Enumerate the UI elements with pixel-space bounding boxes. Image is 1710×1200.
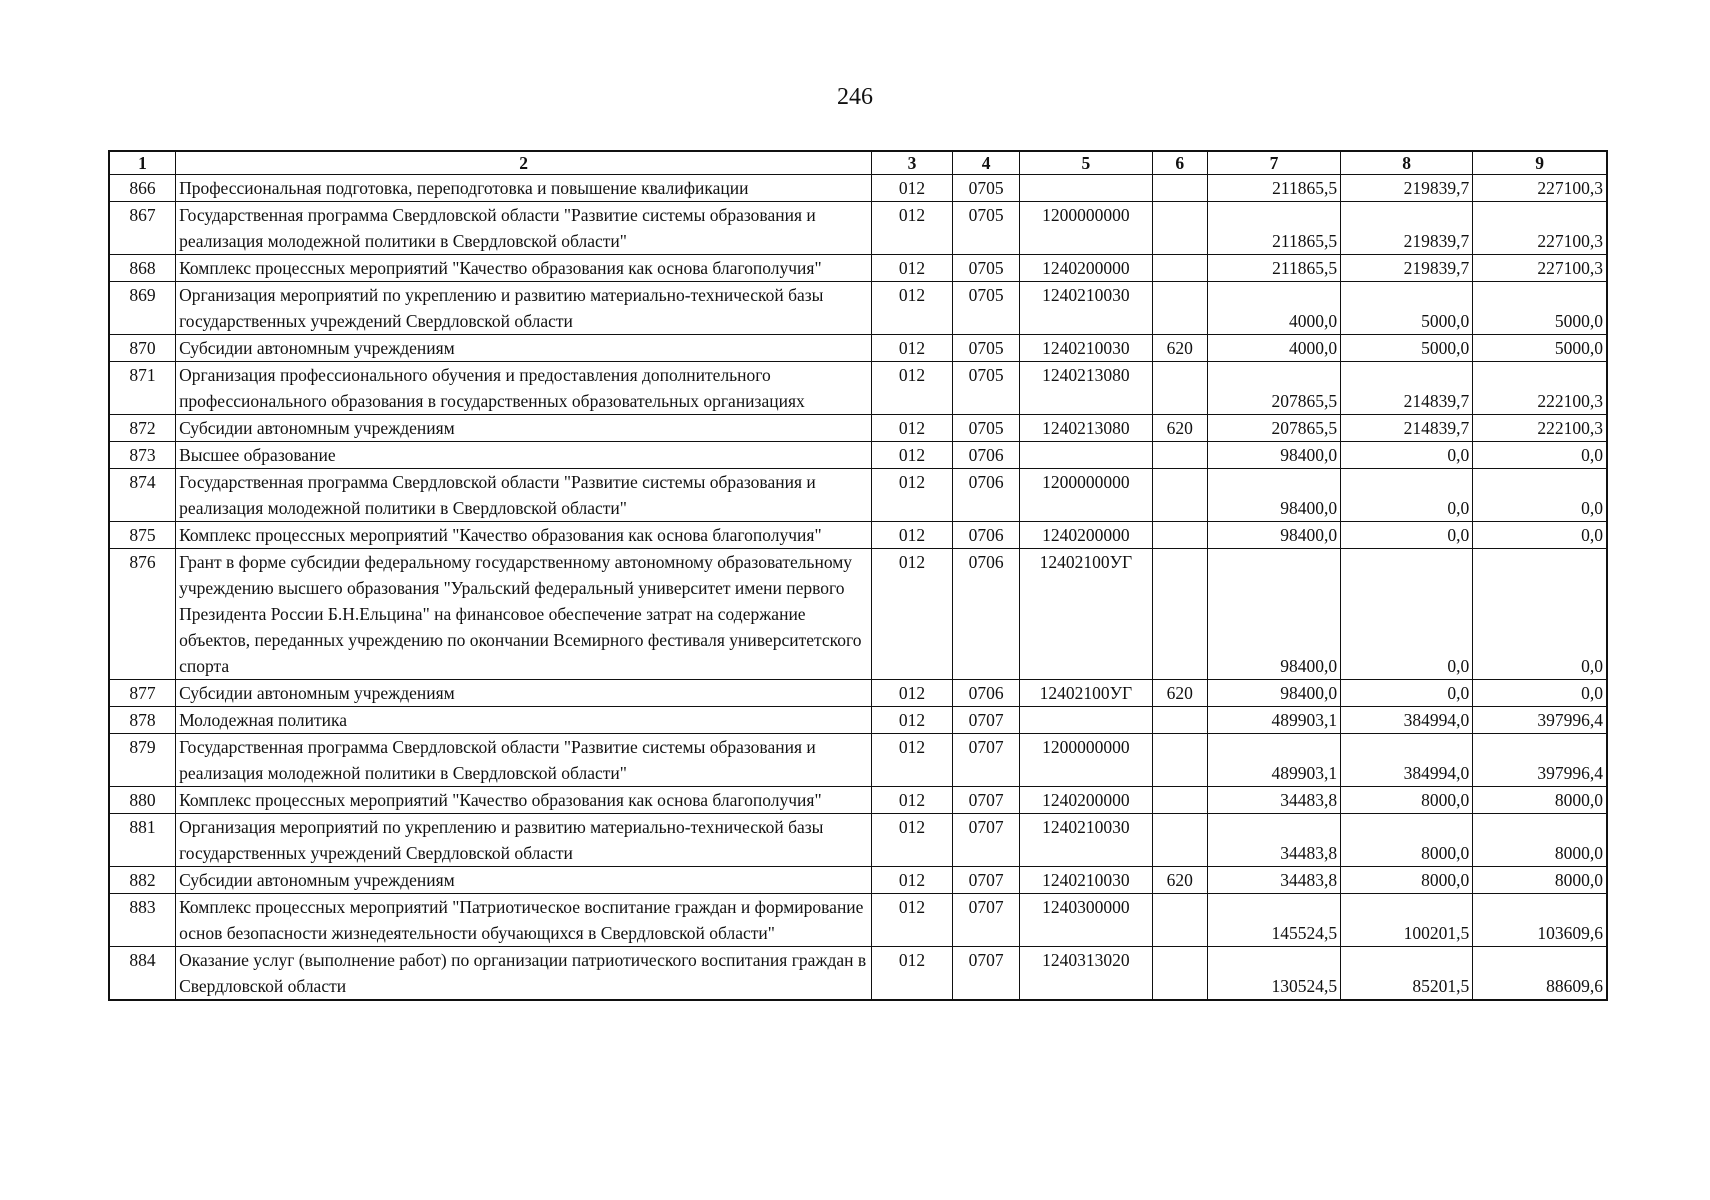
amount-col7: 207865,5: [1207, 415, 1340, 442]
row-number: 880: [109, 787, 176, 814]
column-header: 1: [109, 151, 176, 175]
target-article-code: 1240200000: [1020, 255, 1152, 282]
amount-col8: 8000,0: [1341, 867, 1473, 894]
ministry-code: 012: [872, 469, 953, 522]
table-row: [109, 175, 1607, 202]
amount-col7: 207865,5: [1207, 362, 1340, 415]
section-code: 0707: [952, 707, 1020, 734]
amount-col7: 34483,8: [1207, 787, 1340, 814]
expense-type-code: 620: [1152, 415, 1207, 442]
expense-type-code: 620: [1152, 680, 1207, 707]
amount-col8: 384994,0: [1341, 734, 1473, 787]
amount-col9: 397996,4: [1473, 734, 1607, 787]
column-header: 9: [1473, 151, 1607, 175]
target-article-code: 1240300000: [1020, 894, 1152, 947]
row-name: Оказание услуг (выполнение работ) по организации патриотического воспитания граждан в Свердловской области: [176, 947, 872, 1001]
row-name: Комплекс процессных мероприятий "Качество образования как основа благополучия": [176, 787, 872, 814]
expense-type-code: 620: [1152, 335, 1207, 362]
amount-col7: 98400,0: [1207, 549, 1340, 680]
amount-col7: 211865,5: [1207, 255, 1340, 282]
row-number: 873: [109, 442, 176, 469]
target-article-code: 1240210030: [1020, 335, 1152, 362]
amount-col9: 103609,6: [1473, 894, 1607, 947]
row-number: 882: [109, 867, 176, 894]
row-name: Государственная программа Свердловской области "Развитие системы образования и реализация молодежной политики в Свердловской области": [176, 734, 872, 787]
amount-col9: 0,0: [1473, 469, 1607, 522]
table-row: [109, 894, 1607, 947]
section-code: 0707: [952, 947, 1020, 1001]
amount-col7: 34483,8: [1207, 867, 1340, 894]
amount-col9: 0,0: [1473, 442, 1607, 469]
ministry-code: 012: [872, 707, 953, 734]
table-row: [109, 335, 1607, 362]
amount-col8: 5000,0: [1341, 335, 1473, 362]
row-name: Высшее образование: [176, 442, 872, 469]
expense-type-code: 620: [1152, 867, 1207, 894]
table-row: [109, 947, 1607, 1001]
amount-col8: 8000,0: [1341, 814, 1473, 867]
row-name: Субсидии автономным учреждениям: [176, 415, 872, 442]
amount-col9: 0,0: [1473, 680, 1607, 707]
target-article-code: 1200000000: [1020, 202, 1152, 255]
amount-col9: 227100,3: [1473, 175, 1607, 202]
target-article-code: 1200000000: [1020, 734, 1152, 787]
expense-type-code: [1152, 255, 1207, 282]
row-name: Субсидии автономным учреждениям: [176, 867, 872, 894]
amount-col7: 211865,5: [1207, 175, 1340, 202]
amount-col9: 8000,0: [1473, 814, 1607, 867]
row-name: Комплекс процессных мероприятий "Патриотическое воспитание граждан и формирование основ безопасности жизнедеятельности обучающихся в Свердловской области": [176, 894, 872, 947]
ministry-code: 012: [872, 867, 953, 894]
section-code: 0707: [952, 867, 1020, 894]
table-row: [109, 734, 1607, 787]
section-code: 0706: [952, 549, 1020, 680]
table-row: [109, 787, 1607, 814]
amount-col8: 219839,7: [1341, 255, 1473, 282]
amount-col7: 34483,8: [1207, 814, 1340, 867]
target-article-code: 12402100УГ: [1020, 549, 1152, 680]
amount-col9: 397996,4: [1473, 707, 1607, 734]
expense-type-code: [1152, 282, 1207, 335]
ministry-code: 012: [872, 549, 953, 680]
amount-col7: 211865,5: [1207, 202, 1340, 255]
expense-type-code: [1152, 787, 1207, 814]
row-number: 884: [109, 947, 176, 1001]
amount-col9: 0,0: [1473, 522, 1607, 549]
amount-col8: 219839,7: [1341, 175, 1473, 202]
table-row: [109, 255, 1607, 282]
amount-col8: 0,0: [1341, 522, 1473, 549]
expense-type-code: [1152, 442, 1207, 469]
table-row: [109, 522, 1607, 549]
amount-col9: 5000,0: [1473, 282, 1607, 335]
row-number: 883: [109, 894, 176, 947]
column-header: 8: [1341, 151, 1473, 175]
section-code: 0705: [952, 362, 1020, 415]
section-code: 0705: [952, 175, 1020, 202]
section-code: 0705: [952, 282, 1020, 335]
header-row: [109, 151, 1607, 175]
section-code: 0706: [952, 680, 1020, 707]
target-article-code: 1240313020: [1020, 947, 1152, 1001]
expense-type-code: [1152, 522, 1207, 549]
section-code: 0706: [952, 522, 1020, 549]
target-article-code: 1240200000: [1020, 522, 1152, 549]
section-code: 0707: [952, 787, 1020, 814]
row-name: Профессиональная подготовка, переподготовка и повышение квалификации: [176, 175, 872, 202]
amount-col7: 98400,0: [1207, 442, 1340, 469]
ministry-code: 012: [872, 787, 953, 814]
row-number: 870: [109, 335, 176, 362]
row-number: 875: [109, 522, 176, 549]
row-name: Организация мероприятий по укреплению и развитию материально-технической базы государственных учреждений Свердловской области: [176, 814, 872, 867]
row-name: Грант в форме субсидии федеральному государственному автономному образовательному учреждению высшего образования "Уральский федеральный университет имени первого Президента России Б.Н.Ельцина" на финансовое обеспечение затрат на содержание объектов, переданных учреждению по окончании Всемирного фестиваля университетского спорта: [176, 549, 872, 680]
amount-col8: 0,0: [1341, 442, 1473, 469]
row-number: 878: [109, 707, 176, 734]
ministry-code: 012: [872, 680, 953, 707]
amount-col7: 145524,5: [1207, 894, 1340, 947]
expense-type-code: [1152, 734, 1207, 787]
row-name: Организация мероприятий по укреплению и развитию материально-технической базы государственных учреждений Свердловской области: [176, 282, 872, 335]
amount-col8: 0,0: [1341, 469, 1473, 522]
row-number: 866: [109, 175, 176, 202]
row-name: Комплекс процессных мероприятий "Качество образования как основа благополучия": [176, 522, 872, 549]
ministry-code: 012: [872, 175, 953, 202]
amount-col9: 222100,3: [1473, 362, 1607, 415]
ministry-code: 012: [872, 734, 953, 787]
ministry-code: 012: [872, 335, 953, 362]
row-number: 871: [109, 362, 176, 415]
ministry-code: 012: [872, 522, 953, 549]
amount-col7: 98400,0: [1207, 522, 1340, 549]
section-code: 0705: [952, 335, 1020, 362]
amount-col8: 214839,7: [1341, 415, 1473, 442]
expense-type-code: [1152, 202, 1207, 255]
ministry-code: 012: [872, 202, 953, 255]
table-row: [109, 867, 1607, 894]
row-name: Субсидии автономным учреждениям: [176, 680, 872, 707]
table-row: [109, 282, 1607, 335]
row-number: 876: [109, 549, 176, 680]
column-header: 4: [952, 151, 1020, 175]
row-number: 879: [109, 734, 176, 787]
amount-col8: 219839,7: [1341, 202, 1473, 255]
column-header: 7: [1207, 151, 1340, 175]
page-number: 246: [837, 84, 873, 110]
row-name: Организация профессионального обучения и предоставления дополнительного профессионального образования в государственных образовательных организациях: [176, 362, 872, 415]
table-row: [109, 814, 1607, 867]
section-code: 0705: [952, 255, 1020, 282]
amount-col7: 98400,0: [1207, 680, 1340, 707]
row-number: 868: [109, 255, 176, 282]
ministry-code: 012: [872, 947, 953, 1001]
expense-type-code: [1152, 469, 1207, 522]
amount-col7: 98400,0: [1207, 469, 1340, 522]
section-code: 0706: [952, 442, 1020, 469]
target-article-code: [1020, 707, 1152, 734]
ministry-code: 012: [872, 894, 953, 947]
ministry-code: 012: [872, 814, 953, 867]
amount-col7: 489903,1: [1207, 734, 1340, 787]
section-code: 0706: [952, 469, 1020, 522]
table-row: [109, 362, 1607, 415]
amount-col9: 8000,0: [1473, 787, 1607, 814]
expense-type-code: [1152, 894, 1207, 947]
target-article-code: 12402100УГ: [1020, 680, 1152, 707]
column-header: 5: [1020, 151, 1152, 175]
target-article-code: 1240213080: [1020, 415, 1152, 442]
row-number: 867: [109, 202, 176, 255]
section-code: 0707: [952, 814, 1020, 867]
target-article-code: 1240210030: [1020, 814, 1152, 867]
target-article-code: 1200000000: [1020, 469, 1152, 522]
ministry-code: 012: [872, 282, 953, 335]
row-name: Субсидии автономным учреждениям: [176, 335, 872, 362]
column-header: 3: [872, 151, 953, 175]
amount-col8: 0,0: [1341, 549, 1473, 680]
table-row: [109, 469, 1607, 522]
row-number: 877: [109, 680, 176, 707]
target-article-code: [1020, 442, 1152, 469]
amount-col8: 85201,5: [1341, 947, 1473, 1001]
amount-col7: 489903,1: [1207, 707, 1340, 734]
target-article-code: [1020, 175, 1152, 202]
ministry-code: 012: [872, 442, 953, 469]
row-name: Государственная программа Свердловской области "Развитие системы образования и реализация молодежной политики в Свердловской области": [176, 202, 872, 255]
target-article-code: 1240210030: [1020, 867, 1152, 894]
amount-col9: 8000,0: [1473, 867, 1607, 894]
row-name: Государственная программа Свердловской области "Развитие системы образования и реализация молодежной политики в Свердловской области": [176, 469, 872, 522]
amount-col9: 227100,3: [1473, 255, 1607, 282]
amount-col9: 5000,0: [1473, 335, 1607, 362]
expense-type-code: [1152, 549, 1207, 680]
amount-col8: 100201,5: [1341, 894, 1473, 947]
row-number: 869: [109, 282, 176, 335]
expense-type-code: [1152, 947, 1207, 1001]
amount-col8: 384994,0: [1341, 707, 1473, 734]
expense-type-code: [1152, 175, 1207, 202]
column-header: 6: [1152, 151, 1207, 175]
amount-col7: 4000,0: [1207, 335, 1340, 362]
amount-col9: 88609,6: [1473, 947, 1607, 1001]
amount-col8: 0,0: [1341, 680, 1473, 707]
expense-type-code: [1152, 707, 1207, 734]
expense-type-code: [1152, 362, 1207, 415]
row-name: Молодежная политика: [176, 707, 872, 734]
section-code: 0705: [952, 415, 1020, 442]
table-row: [109, 680, 1607, 707]
section-code: 0707: [952, 894, 1020, 947]
row-number: 872: [109, 415, 176, 442]
table-body: [109, 175, 1607, 1001]
amount-col9: 227100,3: [1473, 202, 1607, 255]
section-code: 0707: [952, 734, 1020, 787]
table-row: [109, 549, 1607, 680]
row-name: Комплекс процессных мероприятий "Качество образования как основа благополучия": [176, 255, 872, 282]
amount-col9: 222100,3: [1473, 415, 1607, 442]
target-article-code: 1240200000: [1020, 787, 1152, 814]
row-number: 874: [109, 469, 176, 522]
expense-type-code: [1152, 814, 1207, 867]
budget-table: [108, 150, 1608, 1001]
amount-col7: 130524,5: [1207, 947, 1340, 1001]
target-article-code: 1240213080: [1020, 362, 1152, 415]
amount-col9: 0,0: [1473, 549, 1607, 680]
column-header: 2: [176, 151, 872, 175]
table-row: [109, 202, 1607, 255]
table-row: [109, 442, 1607, 469]
table-row: [109, 415, 1607, 442]
amount-col8: 8000,0: [1341, 787, 1473, 814]
ministry-code: 012: [872, 255, 953, 282]
amount-col8: 214839,7: [1341, 362, 1473, 415]
ministry-code: 012: [872, 362, 953, 415]
amount-col8: 5000,0: [1341, 282, 1473, 335]
target-article-code: 1240210030: [1020, 282, 1152, 335]
row-number: 881: [109, 814, 176, 867]
section-code: 0705: [952, 202, 1020, 255]
table-row: [109, 707, 1607, 734]
amount-col7: 4000,0: [1207, 282, 1340, 335]
ministry-code: 012: [872, 415, 953, 442]
